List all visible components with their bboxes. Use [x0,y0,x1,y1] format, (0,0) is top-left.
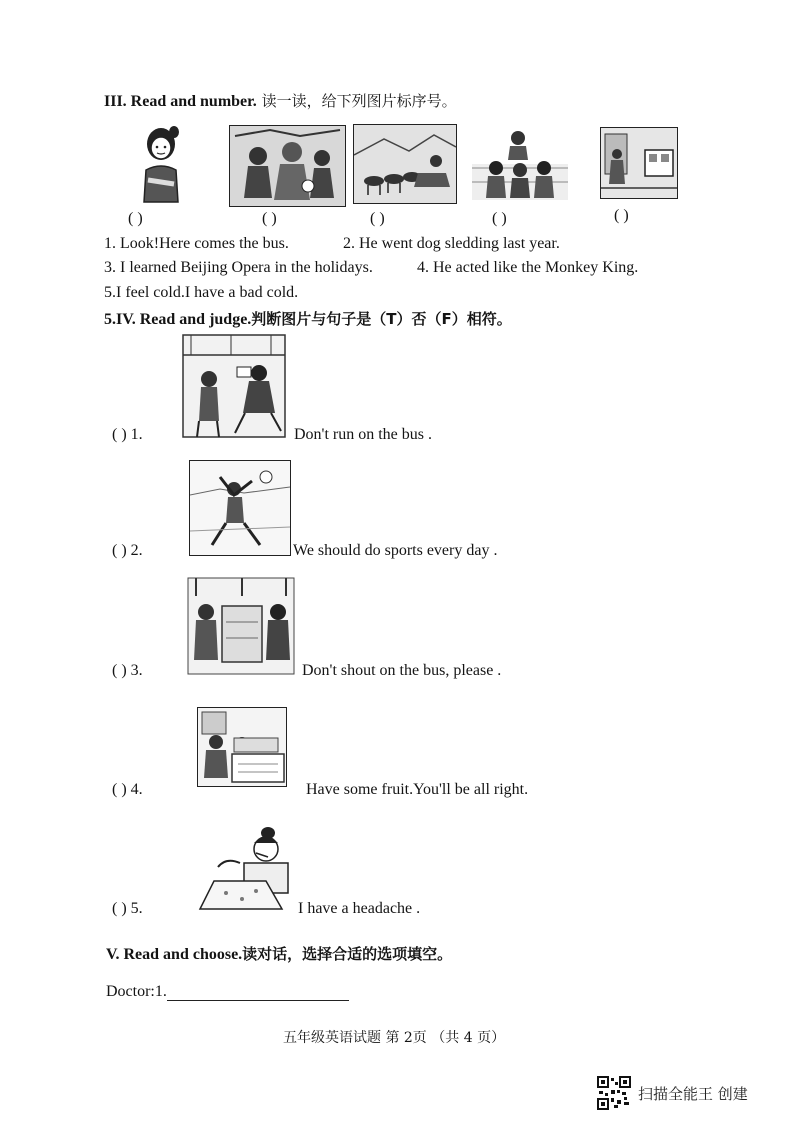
answer-paren[interactable]: ( ) [492,210,507,227]
picture-opera [229,125,346,207]
answer-paren[interactable]: ( ) [128,210,143,227]
picture-sick-in-bed [197,707,287,787]
qr-code-icon [597,1076,631,1110]
section5-heading-en: V. Read and choose. [106,946,243,963]
judge-item-3-text: Don't shout on the bus, please . [302,662,502,679]
judge-item-2-number[interactable]: ( ) 2. [112,542,143,559]
judge-item-5-number[interactable]: ( ) 5. [112,900,143,917]
judge-item-2-text: We should do sports every day . [293,542,498,559]
judge-item-4-text: Have some fruit.You'll be all right. [306,781,529,798]
judge-item-3-number[interactable]: ( ) 3. [112,662,143,679]
picture-girl [132,122,190,204]
watermark-text: 扫描全能王 创建 [638,1085,748,1103]
answer-blank[interactable] [167,986,349,1001]
section3-heading-cn: 读一读，给下列图片标序号。 [256,92,457,110]
sentence-4: 4. He acted like the Monkey King. [417,259,639,276]
picture-headache [196,823,294,911]
answer-paren[interactable]: ( ) [614,207,629,224]
judge-item-1-number[interactable]: ( ) 1. [112,426,143,443]
section3-heading-en: III. Read and number. [104,93,257,110]
answer-paren[interactable]: ( ) [370,210,385,227]
judge-item-4-number[interactable]: ( ) 4. [112,781,143,798]
judge-item-1-text: Don't run on the bus . [294,426,432,443]
picture-exercise [189,460,291,556]
doctor-line [106,983,349,1001]
sentence-2: 2. He went dog sledding last year. [343,235,560,252]
section5-heading-cn: 读对话，选择合适的选项填空。 [242,945,453,963]
sentence-3: 3. I learned Beijing Opera in the holidays. [104,259,373,276]
picture-monkey-king [470,124,570,202]
picture-running-on-bus [181,333,287,439]
section3-heading [104,90,457,111]
section4-heading-cn: 判断图片与句子是（T）否（F）相符。 [251,310,512,328]
picture-shouting-on-bus [186,576,296,676]
judge-item-5-text: I have a headache . [298,900,421,917]
sentence-5: 5.I feel cold.I have a bad cold. [104,284,299,301]
sentence-1: 1. Look!Here comes the bus. [104,235,289,252]
doctor-label: Doctor:1. [106,983,167,1000]
picture-bus-stop [600,127,678,199]
picture-dog-sledding [353,124,457,204]
section4-heading [104,308,512,329]
answer-paren[interactable]: ( ) [262,210,277,227]
section4-heading-en: 5.IV. Read and judge. [104,311,252,328]
page-footer: 五年级英语试题 第 2页 （共 4 页） [283,1030,506,1046]
section5-heading [106,943,452,964]
